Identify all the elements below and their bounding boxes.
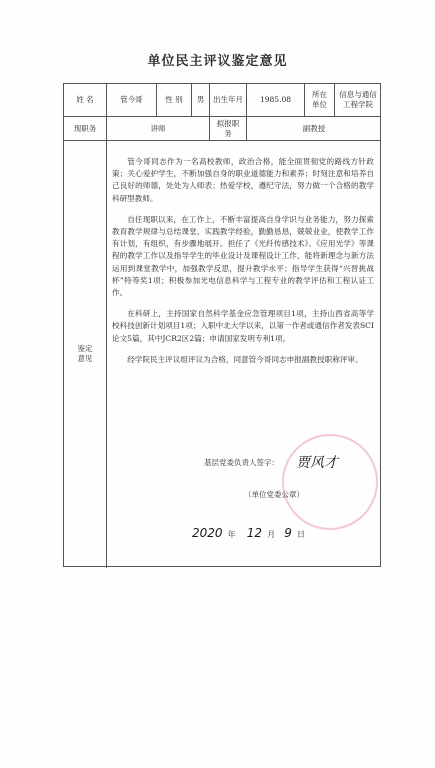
opinion-text [112, 156, 374, 375]
name-value: 管今哥 [120, 95, 143, 104]
form-title: 单位民主评议鉴定意见 [147, 54, 288, 69]
opinion-paragraph: 自任现职以来，在工作上，不断丰富提高自身学识与业务能力，努力探索教育教学规律与总结课堂、实践教学经验，勤勤恳恳，兢兢业业，使教学工作有计划，有组织，有步骤地展开。担任了《光纤传感技术》、《应用光学》等课程的教学工作以及指导学生的毕业设计及课程设计工作，能将新理念与新方法运用到课堂教学中，加强教学反思，提升教学水平；指导学生获得“兴晋挑战杯”特等奖1项；积极参加光电信息科学与工程专业的教学评估和工程认证工作。 [112, 214, 374, 298]
unit-value: 信息与通信工程学院 [339, 90, 377, 109]
official-seal [282, 434, 378, 530]
unit-label: 所在单位 [312, 90, 327, 109]
date-year-unit: 年 [227, 530, 236, 539]
evaluation-form [63, 83, 381, 567]
date-line [192, 522, 305, 541]
birth-value: 1985.08 [259, 95, 291, 104]
date-year: 2020 [192, 526, 223, 540]
gender-value: 男 [196, 95, 205, 104]
opinion-paragraph: 经学院民主评议组评议为合格，同意管今哥同志申报副教授职称评审。 [127, 354, 363, 364]
birth-label: 出生年月 [213, 95, 243, 104]
signature-handwritten: 贾风才 [296, 455, 338, 471]
opinion-paragraph: 在科研上，主持国家自然科学基金应急管理项目1项，主持山西省高等学校科技创新计划项目1项；入职中北大学以来，以第一作者或通信作者发表SCI论文5篇，其中JCR2区2篇；申请国家发明专利1项。 [112, 309, 374, 343]
current-position-value: 讲师 [150, 123, 166, 133]
date-day: 9 [284, 526, 292, 540]
signature-label: 基层党委负责人签字： [204, 458, 279, 467]
date-month-unit: 月 [267, 530, 276, 539]
date-day-unit: 日 [296, 530, 305, 539]
name-label: 姓 名 [76, 95, 94, 104]
date-month: 12 [246, 526, 263, 540]
current-position-label: 现职务 [73, 123, 97, 133]
gender-label: 性 别 [165, 95, 183, 104]
proposed-position-label: 拟报职务 [216, 118, 240, 138]
col-divider [106, 140, 107, 568]
row-divider [64, 140, 380, 141]
opinion-paragraph: 管今哥同志作为一名高校教师，政治合格，能全面贯彻党的路线方针政策；关心爱护学生，不断加强自身的职业道德能力和素养；时刻注意和培养自己良好的师德，处处为人师表；热爱学校，遵纪守法，努力做一个合格的教学科研型教师。 [112, 157, 374, 203]
proposed-position-value: 副教授 [302, 123, 326, 133]
stamp-note: （单位党委公章） [244, 490, 304, 499]
opinion-label: 鉴定意见 [77, 344, 93, 363]
